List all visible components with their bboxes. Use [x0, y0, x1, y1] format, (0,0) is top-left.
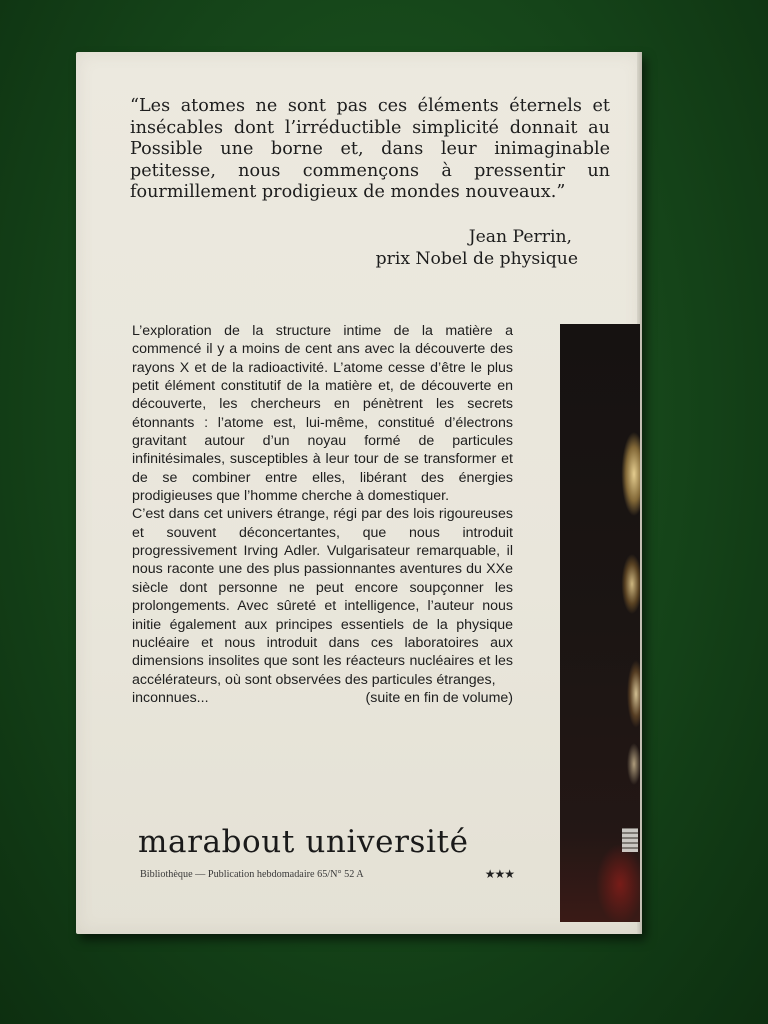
quote-author: Jean Perrin, — [468, 227, 572, 247]
description-paragraph-2: C’est dans cet univers étrange, régi par des lois rigoureuses et souvent déconcertantes, que nous introduit progressivement Irving Adler. Vulgarisateur remarquable, il nous raconte une des plus passionnantes aventures du XXe siècle dont personne ne peut encore soupçonner les prolongements. Avec sûreté et intelligence, l’auteur nous initie également aux principes essentiels de la physique nucléaire et nous introduit dans ces laboratoires aux dimensions insolites que sont les réacteurs nucléaires et les accélérateurs, où sont observées des particules étranges, — [132, 506, 513, 688]
rating-stars: ★★★ — [484, 867, 514, 881]
book-description — [132, 322, 513, 707]
publication-info: Bibliothèque — Publication hebdomadaire 65/N° 52 A — [140, 869, 364, 880]
description-last-line — [132, 689, 513, 707]
quote-attribution — [272, 226, 578, 270]
epigraph-quote: “Les atomes ne sont pas ces éléments éternels et insécables dont l’irréductible simplicité donnait au Possible une borne et, dans leur inimaginable petitesse, nous commençons à pressentir un fourmillement prodigieux de mondes nouveaux.” — [130, 96, 610, 203]
quote-author-title: prix Nobel de physique — [375, 249, 578, 269]
book-back-cover — [76, 52, 642, 934]
publication-footer — [140, 867, 514, 882]
description-paragraph-1: L’exploration de la structure intime de la matière a commencé il y a moins de cent ans avec la découverte des rayons X et de la radioactivité. L’atome cesse d’être le plus petit élément constitutif de la matière et, de découverte en découverte, les chercheurs en pénètrent les secrets étonnants : l’atome est, lui-même, constitué d’électrons gravitant autour d’un noyau formé de particules infinitésimales, susceptibles à leur tour de se transformer et de se combiner entre elles, libérant des énergies prodigieuses que l’homme cherche à domestiquer. — [132, 323, 513, 505]
description-last-word: inconnues... — [132, 689, 209, 706]
series-title: marabout université — [138, 824, 469, 860]
continued-note: (suite en fin de volume) — [365, 689, 513, 706]
photo-detail — [622, 828, 638, 852]
